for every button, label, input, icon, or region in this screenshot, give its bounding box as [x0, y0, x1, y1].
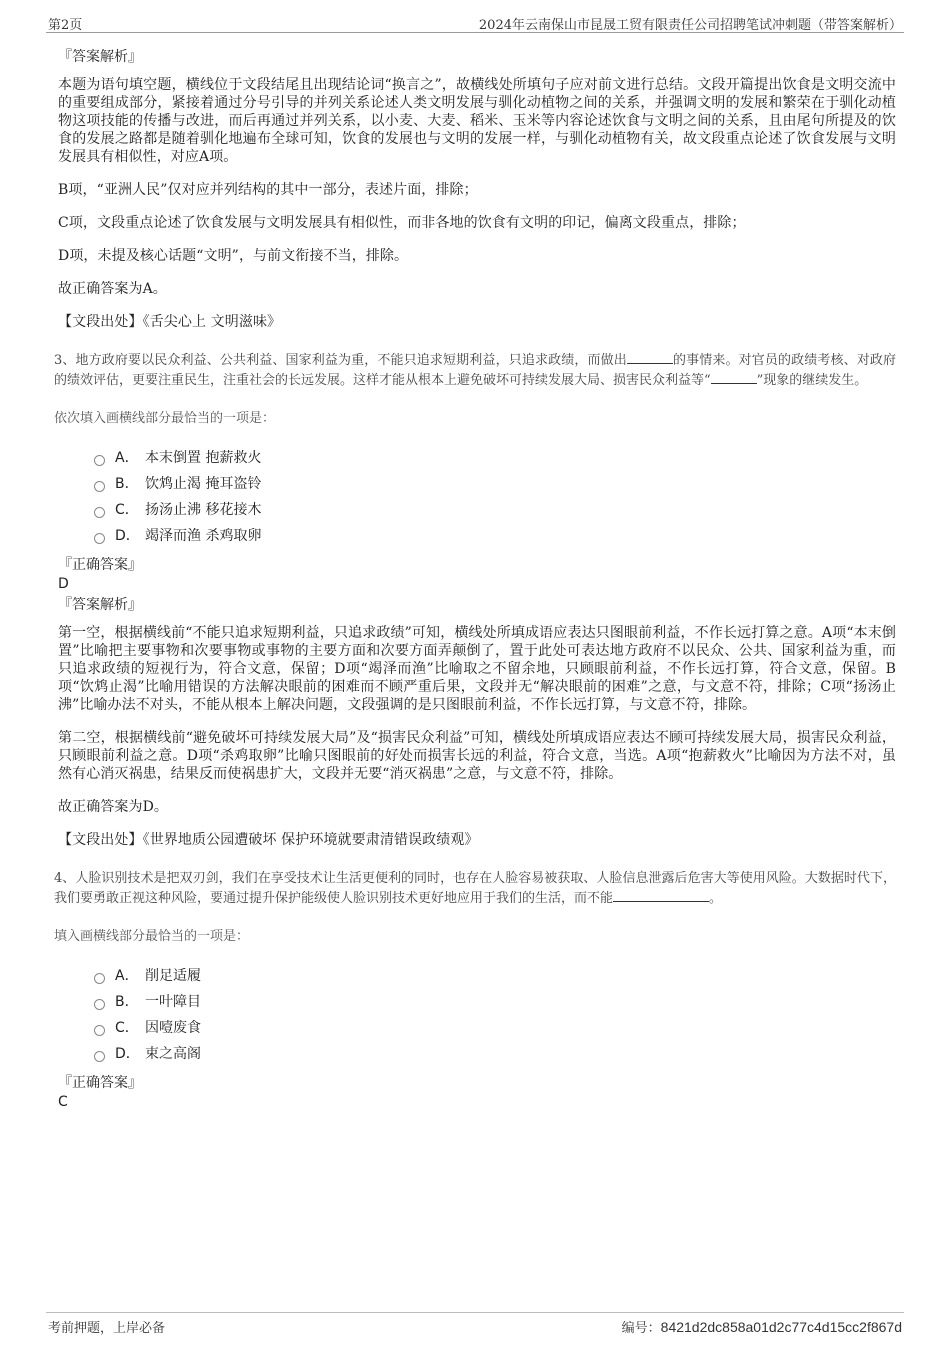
question-3-options: [94, 444, 896, 548]
analysis-paragraph: 第一空，根据横线前“不能只追求短期利益，只追求政绩”可知，横线处所填成语应表达只图眼前利益，不作长远打算之意。A项“本末倒置”比喻把主要事物和次要事物或事物的主要方面和次要方面弄颠倒了，置于此处可表达地方政府不以民众、公共、国家利益为重，而只追求政绩的短视行为，符合文意，保留；D项“竭泽而渔”比喻取之不留余地，只顾眼前利益，不作长远打算，符合文意，保留。B项“饮鸩止渴”比喻用错误的方法解决眼前的困难而不顾严重后果，文段并无“解决眼前的困难”之意，与文意不符，排除；C项“扬汤止沸”比喻办法不对头，不能从根本上解决问题，文段强调的是只图眼前利益，不作长远打算，与文意不符，排除。: [58, 625, 896, 713]
page-number: 第2页: [48, 18, 83, 33]
analysis-label: 『答案解析』: [58, 49, 142, 65]
radio-icon[interactable]: [94, 999, 105, 1010]
analysis-paragraph: 第二空，根据横线前“避免破坏可持续发展大局”及“损害民众利益”可知，横线处所填成语应表达不顾可持续发展大局，损害民众利益，只顾眼前利益之意。D项“杀鸡取卵”比喻只图眼前的好处而损害长远的利益，符合文意，当选。A项“抱薪救火”比喻因为方法不对，虽然有心消灭祸患，结果反而使祸患扩大，文段并无要“消灭祸患”之意，与文意不符，排除。: [58, 730, 896, 782]
option-b[interactable]: B． 一叶障目: [94, 988, 896, 1014]
option-c[interactable]: C． 因噎废食: [94, 1014, 896, 1040]
page-header: [46, 10, 904, 33]
analysis-paragraph: C项，文段重点论述了饮食发展与文明发展具有相似性，而非各地的饮食有文明的印记，偏离文段重点，排除；: [58, 215, 746, 231]
option-d[interactable]: D． 竭泽而渔 杀鸡取卵: [94, 522, 896, 548]
analysis-label: 『答案解析』: [58, 597, 142, 613]
radio-icon[interactable]: [94, 455, 105, 466]
question-3-stem: 3、地方政府要以民众利益、公共利益、国家利益为重，不能只追求短期利益，只追求政绩，而做出 的事情来。对官员的政绩考核、对政府的绩效评估，更要注重民生，注重社会的长远发展。这样才能从根本上避免破坏可持续发展大局、损害民众利益等“ ”现象的继续发生。: [54, 353, 896, 388]
document-body: [54, 40, 896, 1114]
fill-blank: [627, 351, 673, 364]
radio-icon[interactable]: [94, 973, 105, 984]
source-citation: 【文段出处】《世界地质公园遭破坏 保护环境就要肃清错误政绩观》: [58, 832, 479, 848]
conclusion-paragraph: 故正确答案为D。: [58, 799, 169, 815]
correct-answer: C: [58, 1094, 68, 1110]
radio-icon[interactable]: [94, 481, 105, 492]
analysis-paragraph: D项，未提及核心话题“文明”，与前文衔接不当，排除。: [58, 248, 409, 264]
document-id: 编号：8421d2dc858a01d2c77c4d15cc2f867d: [621, 1319, 902, 1336]
option-c[interactable]: C． 扬汤止沸 移花接木: [94, 496, 896, 522]
answer-label: 『正确答案』: [58, 1075, 142, 1091]
question-3-prompt: 依次填入画横线部分最恰当的一项是：: [54, 411, 276, 426]
page-footer: [46, 1312, 904, 1339]
analysis-paragraph: 本题为语句填空题，横线位于文段结尾且出现结论词“换言之”，故横线处所填句子应对前文进行总结。文段开篇提出饮食是文明交流中的重要组成部分，紧接着通过分号引导的并列关系论述人类文明发展与驯化动植物之间的关系，并强调文明的发展和繁荣在于驯化动植物这项技能的传播与改进，而后再通过并列关系，以小麦、大麦、稻米、玉米等内容论述饮食与文明之间的关系，且由尾句所提及的饮食的发展之路都是随着驯化地遍布全球可知，饮食的发展也与文明的发展一样，与驯化动植物有关，故文段重点论述了饮食发展与文明发展具有相似性，对应A项。: [58, 77, 896, 165]
correct-answer: D: [58, 576, 69, 592]
radio-icon[interactable]: [94, 507, 105, 518]
option-b[interactable]: B． 饮鸩止渴 掩耳盗铃: [94, 470, 896, 496]
option-a[interactable]: A． 本末倒置 抱薪救火: [94, 444, 896, 470]
document-title: 2024年云南保山市昆晟工贸有限责任公司招聘笔试冲刺题（带答案解析）: [478, 18, 902, 33]
fill-blank: [613, 889, 709, 902]
analysis-paragraph: B项，“亚洲人民”仅对应并列结构的其中一部分，表述片面，排除；: [58, 182, 478, 198]
option-d[interactable]: D． 束之高阁: [94, 1040, 896, 1066]
footer-slogan: 考前押题，上岸必备: [48, 1321, 166, 1336]
answer-label: 『正确答案』: [58, 557, 142, 573]
question-4-options: [94, 962, 896, 1066]
radio-icon[interactable]: [94, 533, 105, 544]
question-4-stem: 4、人脸识别技术是把双刃剑，我们在享受技术让生活更便利的同时，也存在人脸容易被获取、人脸信息泄露后危害大等使用风险。大数据时代下，我们要勇敢正视这种风险，要通过提升保护能级使人脸识别技术更好地应用于我们的生活，而不能 。: [54, 871, 896, 906]
option-a[interactable]: A． 削足适履: [94, 962, 896, 988]
fill-blank: [711, 371, 757, 384]
question-4-prompt: 填入画横线部分最恰当的一项是：: [54, 929, 250, 944]
radio-icon[interactable]: [94, 1051, 105, 1062]
radio-icon[interactable]: [94, 1025, 105, 1036]
source-citation: 【文段出处】《舌尖心上 文明滋味》: [58, 314, 282, 330]
conclusion-paragraph: 故正确答案为A。: [58, 281, 167, 297]
